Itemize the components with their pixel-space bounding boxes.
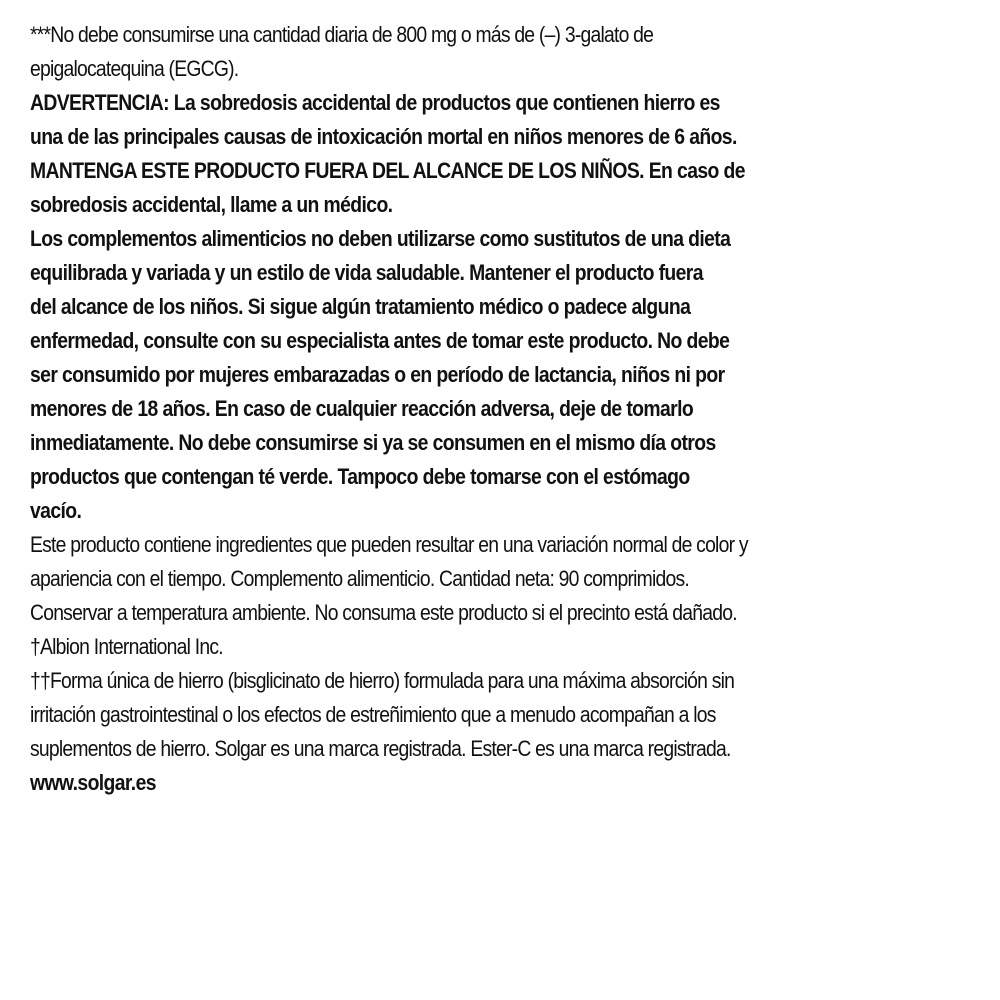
text-line: inmediatamente. No debe consumirse si ya se consumen en el mismo día otros bbox=[30, 430, 716, 455]
text-line: equilibrada y variada y un estilo de vida saludable. Mantener el producto fuera bbox=[30, 260, 703, 285]
text-line: suplementos de hierro. Solgar es una marca registrada. Ester-C es una marca registrada. bbox=[30, 736, 731, 761]
text-line: ***No debe consumirse una cantidad diaria de 800 mg o más de (–) 3-galato de bbox=[30, 22, 654, 47]
egcg-note bbox=[30, 18, 847, 86]
website-url: www.solgar.es bbox=[30, 770, 156, 795]
text-line: ††Forma única de hierro (bisglicinato de hierro) formulada para una máxima absorción sin bbox=[30, 668, 735, 693]
text-line: MANTENGA ESTE PRODUCTO FUERA DEL ALCANCE DE LOS NIÑOS. En caso de bbox=[30, 158, 745, 183]
text-line: irritación gastrointestinal o los efectos de estreñimiento que a menudo acompañan a los bbox=[30, 702, 716, 727]
text-line: Conservar a temperatura ambiente. No consuma este producto si el precinto está dañado. bbox=[30, 600, 737, 625]
text-line: enfermedad, consulte con su especialista antes de tomar este producto. No debe bbox=[30, 328, 730, 353]
iron-note bbox=[30, 664, 847, 766]
product-info bbox=[30, 528, 847, 630]
text-line: una de las principales causas de intoxicación mortal en niños menores de 6 años. bbox=[30, 124, 737, 149]
text-line: sobredosis accidental, llame a un médico. bbox=[30, 192, 393, 217]
text-line: menores de 18 años. En caso de cualquier reacción adversa, deje de tomarlo bbox=[30, 396, 694, 421]
supplement-notice bbox=[30, 222, 847, 528]
label-text-block bbox=[30, 18, 847, 800]
text-line: ser consumido por mujeres embarazadas o en período de lactancia, niños ni por bbox=[30, 362, 725, 387]
text-line: Los complementos alimenticios no deben utilizarse como sustitutos de una dieta bbox=[30, 226, 731, 251]
text-line: del alcance de los niños. Si sigue algún tratamiento médico o padece alguna bbox=[30, 294, 691, 319]
text-line: productos que contengan té verde. Tampoco debe tomarse con el estómago bbox=[30, 464, 690, 489]
text-line: epigalocatequina (EGCG). bbox=[30, 56, 239, 81]
text-line: Este producto contiene ingredientes que pueden resultar en una variación normal de color y bbox=[30, 532, 748, 557]
text-line: apariencia con el tiempo. Complemento alimenticio. Cantidad neta: 90 comprimidos. bbox=[30, 566, 690, 591]
albion-trademark: †Albion International Inc. bbox=[30, 634, 223, 659]
text-line: ADVERTENCIA: La sobredosis accidental de productos que contienen hierro es bbox=[30, 90, 720, 115]
text-line: vacío. bbox=[30, 498, 82, 523]
iron-warning bbox=[30, 86, 847, 222]
